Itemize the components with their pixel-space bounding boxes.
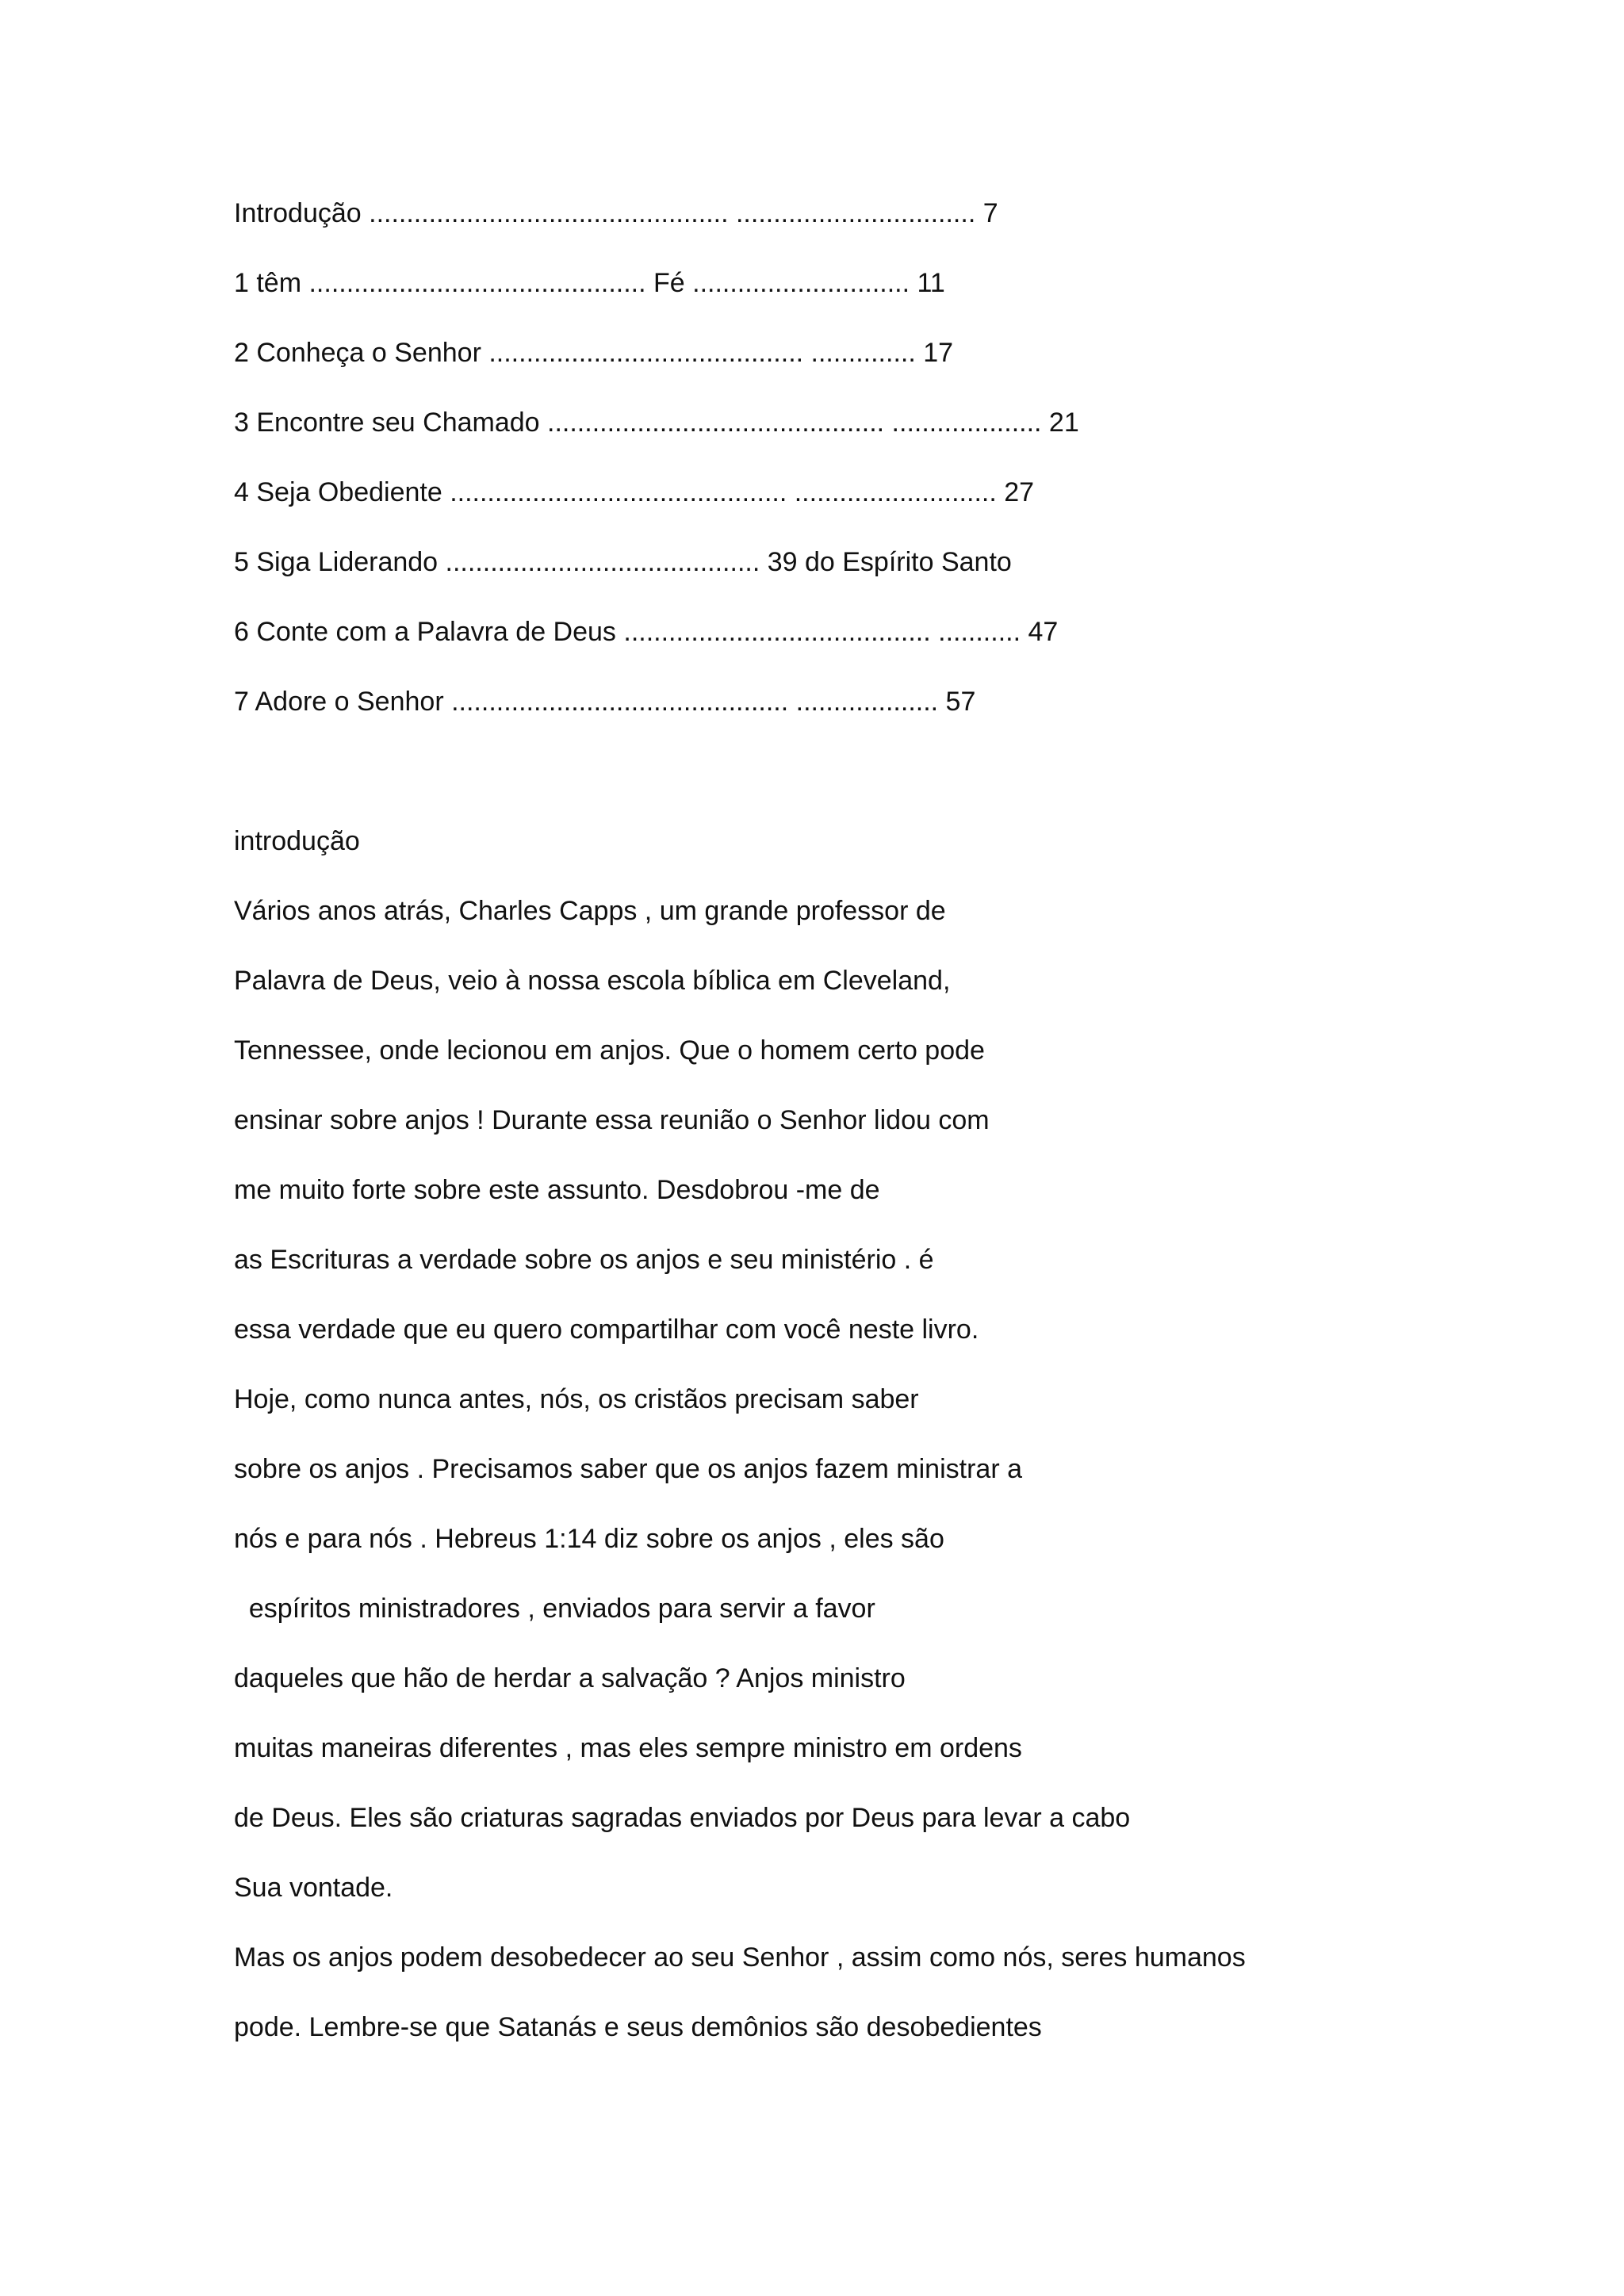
body-line: Vários anos atrás, Charles Capps , um grande professor de	[234, 896, 946, 926]
body-line: as Escrituras a verdade sobre os anjos e seu ministério . é	[234, 1245, 934, 1275]
body-line: Tennessee, onde lecionou em anjos. Que o homem certo pode	[234, 1035, 985, 1066]
body-line: me muito forte sobre este assunto. Desdobrou -me de	[234, 1175, 880, 1205]
toc-entry-7: 7 Adore o Senhor ............................................. ................... 57	[234, 687, 976, 717]
body-line: nós e para nós . Hebreus 1:14 diz sobre os anjos , eles são	[234, 1524, 944, 1554]
toc-entry-6: 6 Conte com a Palavra de Deus ......................................... ........... 47	[234, 617, 1059, 647]
body-line: Mas os anjos podem desobedecer ao seu Senhor , assim como nós, seres humanos	[234, 1942, 1246, 1973]
toc-entry-2: 2 Conheça o Senhor .......................................... .............. 17	[234, 338, 954, 368]
body-line: espíritos ministradores , enviados para servir a favor	[234, 1594, 875, 1624]
body-line: essa verdade que eu quero compartilhar com você neste livro.	[234, 1314, 979, 1345]
body-line: Palavra de Deus, veio à nossa escola bíblica em Cleveland,	[234, 966, 951, 996]
body-line: sobre os anjos . Precisamos saber que os anjos fazem ministrar a	[234, 1454, 1023, 1484]
body-line: Sua vontade.	[234, 1873, 393, 1903]
body-line: ensinar sobre anjos ! Durante essa reunião o Senhor lidou com	[234, 1105, 990, 1135]
section-heading: introdução	[234, 826, 360, 856]
toc-entry-1: 1 têm ............................................. Fé ............................. 11	[234, 268, 945, 298]
body-line: pode. Lembre-se que Satanás e seus demônios são desobedientes	[234, 2012, 1042, 2042]
body-line: Hoje, como nunca antes, nós, os cristãos precisam saber	[234, 1384, 919, 1414]
body-line: daqueles que hão de herdar a salvação ? Anjos ministro	[234, 1663, 906, 1693]
toc-entry-3: 3 Encontre seu Chamado ............................................. .................... 21	[234, 408, 1079, 438]
toc-entry-introducao: Introdução ................................................ ................................ 7	[234, 198, 998, 228]
toc-entry-5: 5 Siga Liderando .......................................... 39 do Espírito Santo	[234, 547, 1012, 577]
body-line: muitas maneiras diferentes , mas eles sempre ministro em ordens	[234, 1733, 1022, 1763]
toc-entry-4: 4 Seja Obediente ............................................. ........................... 27	[234, 477, 1035, 507]
body-line: de Deus. Eles são criaturas sagradas enviados por Deus para levar a cabo	[234, 1803, 1131, 1833]
